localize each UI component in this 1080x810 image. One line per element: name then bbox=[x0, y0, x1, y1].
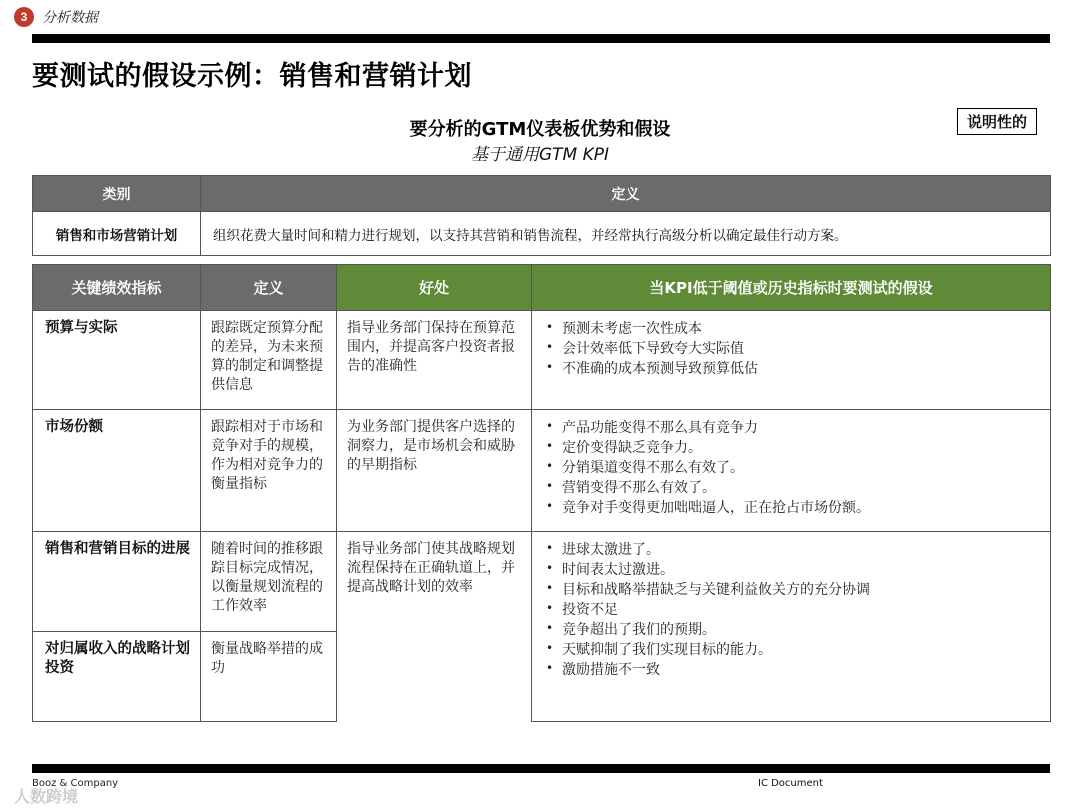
subtitle-secondary: 基于通用GTM KPI bbox=[470, 145, 610, 165]
header-definition: 定义 bbox=[201, 176, 1051, 212]
header-category: 类别 bbox=[33, 176, 201, 212]
header-kpi: 关键绩效指标 bbox=[33, 265, 201, 311]
kpi-name: 销售和营销目标的进展 bbox=[33, 532, 201, 632]
list-item: • 竞争对手变得更加咄咄逼人，正在抢占市场份额。 bbox=[542, 498, 1040, 518]
kpi-table bbox=[32, 264, 1051, 722]
bottom-rule bbox=[32, 764, 1050, 773]
subtitle: 要分析的GTM仪表板优势和假设 bbox=[409, 119, 671, 140]
kpi-hypotheses bbox=[532, 311, 1051, 410]
page-title: 要测试的假设示例：销售和营销计划 bbox=[32, 61, 472, 92]
list-item: • 竞争超出了我们的预期。 bbox=[542, 620, 1040, 640]
list-item: • 进球太激进了。 bbox=[542, 540, 1040, 560]
list-item: • 营销变得不那么有效了。 bbox=[542, 478, 1040, 498]
category-table bbox=[32, 175, 1051, 256]
list-item: • 激励措施不一致 bbox=[542, 660, 1040, 680]
top-rule bbox=[32, 34, 1050, 43]
kpi-hypotheses bbox=[532, 532, 1051, 722]
header-definition: 定义 bbox=[201, 265, 337, 311]
list-item: • 预测未考虑一次性成本 bbox=[542, 319, 1040, 339]
kpi-name: 对归属收入的战略计划投资 bbox=[33, 632, 201, 722]
kpi-definition: 跟踪相对于市场和竞争对手的规模，作为相对竞争力的衡量指标 bbox=[201, 410, 337, 532]
kpi-name: 市场份额 bbox=[33, 410, 201, 532]
kpi-definition: 衡量战略举措的成功 bbox=[201, 632, 337, 722]
footer-document-label: IC Document bbox=[758, 778, 823, 789]
list-item: • 目标和战略举措缺乏与关键利益攸关方的充分协调 bbox=[542, 580, 1040, 600]
kpi-benefit: 指导业务部门保持在预算范围内，并提高客户投资者报告的准确性 bbox=[337, 311, 532, 410]
category-table-header bbox=[33, 176, 1051, 212]
kpi-definition: 随着时间的推移跟踪目标完成情况，以衡量规划流程的工作效率 bbox=[201, 532, 337, 632]
watermark: 人数跨境 bbox=[14, 787, 79, 806]
kpi-definition: 跟踪既定预算分配的差异，为未来预算的制定和调整提供信息 bbox=[201, 311, 337, 410]
footer-company: Booz & Company bbox=[32, 778, 119, 789]
table-row bbox=[33, 532, 1051, 632]
kpi-hypotheses bbox=[532, 410, 1051, 532]
kpi-name: 预算与实际 bbox=[33, 311, 201, 410]
illustrative-badge: 说明性的 bbox=[957, 108, 1037, 135]
list-item: • 会计效率低下导致夸大实际值 bbox=[542, 339, 1040, 359]
table-row bbox=[33, 212, 1051, 256]
section-number-badge: 3 bbox=[14, 7, 34, 27]
category-cell: 销售和市场营销计划 bbox=[33, 212, 201, 256]
header-hypotheses: 当KPI低于阈值或历史指标时要测试的假设 bbox=[532, 265, 1051, 311]
list-item: • 时间表太过激进。 bbox=[542, 560, 1040, 580]
definition-cell: 组织花费大量时间和精力进行规划，以支持其营销和销售流程，并经常执行高级分析以确定最佳行动方案。 bbox=[201, 212, 1051, 256]
kpi-table-header bbox=[33, 265, 1051, 311]
list-item: • 定价变得缺乏竞争力。 bbox=[542, 438, 1040, 458]
list-item: • 不准确的成本预测导致预算低估 bbox=[542, 359, 1040, 379]
table-row bbox=[33, 311, 1051, 410]
header-benefit: 好处 bbox=[337, 265, 532, 311]
list-item: • 投资不足 bbox=[542, 600, 1040, 620]
list-item: • 产品功能变得不那么具有竞争力 bbox=[542, 418, 1040, 438]
kpi-benefit: 为业务部门提供客户选择的洞察力，是市场机会和威胁的早期指标 bbox=[337, 410, 532, 532]
breadcrumb bbox=[14, 6, 98, 28]
table-row bbox=[33, 410, 1051, 532]
list-item: • 分销渠道变得不那么有效了。 bbox=[542, 458, 1040, 478]
list-item: • 天赋抑制了我们实现目标的能力。 bbox=[542, 640, 1040, 660]
kpi-benefit: 指导业务部门使其战略规划流程保持在正确轨道上，并提高战略计划的效率 bbox=[337, 532, 532, 722]
breadcrumb-text: 分析数据 bbox=[42, 10, 98, 26]
